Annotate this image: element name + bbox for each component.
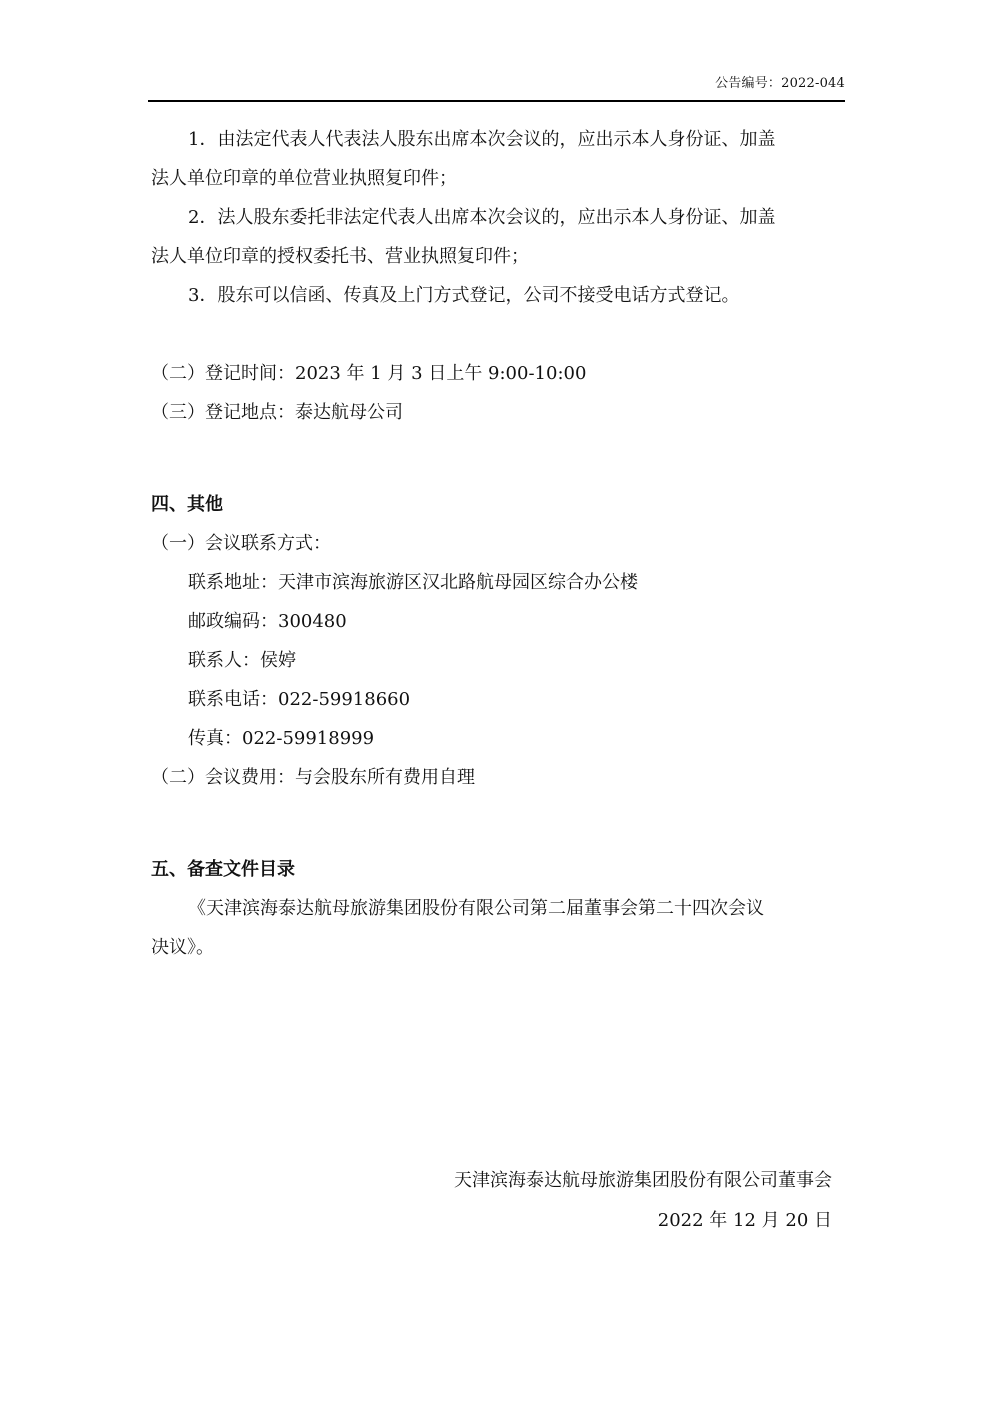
registration-place: （三）登记地点：泰达航母公司 (151, 402, 403, 423)
contact-fax: 传真：022-59918999 (188, 728, 375, 749)
registration-item-1-cont: 法人单位印章的单位营业执照复印件； (151, 168, 457, 189)
reference-document-line-1: 《天津滨海泰达航母旅游集团股份有限公司第二届董事会第二十四次会议 (188, 898, 764, 919)
signature-organization: 天津滨海泰达航母旅游集团股份有限公司董事会 (454, 1170, 832, 1191)
registration-item-1: 1．由法定代表人代表法人股东出席本次会议的，应出示本人身份证、加盖 (188, 129, 776, 150)
meeting-fee: （二）会议费用：与会股东所有费用自理 (151, 767, 475, 788)
contact-phone: 联系电话：022-59918660 (188, 689, 411, 710)
reference-document-line-2: 决议》。 (151, 937, 214, 958)
contact-person: 联系人：侯婷 (188, 650, 296, 671)
registration-item-2-cont: 法人单位印章的授权委托书、营业执照复印件； (151, 246, 529, 267)
postal-code: 邮政编码：300480 (188, 611, 347, 632)
contact-address: 联系地址：天津市滨海旅游区汉北路航母园区综合办公楼 (188, 572, 638, 593)
section-5-heading: 五、备查文件目录 (151, 859, 295, 880)
registration-item-3: 3．股东可以信函、传真及上门方式登记，公司不接受电话方式登记。 (188, 285, 740, 306)
registration-time: （二）登记时间：2023 年 1 月 3 日上午 9:00-10:00 (151, 363, 587, 384)
signature-date: 2022 年 12 月 20 日 (657, 1210, 832, 1231)
contact-method-title: （一）会议联系方式： (151, 533, 331, 554)
section-4-heading: 四、其他 (151, 494, 223, 515)
announcement-number: 公告编号：2022-044 (715, 76, 845, 91)
registration-item-2: 2．法人股东委托非法定代表人出席本次会议的，应出示本人身份证、加盖 (188, 207, 776, 228)
header-divider (148, 100, 845, 102)
document-header (148, 68, 845, 102)
